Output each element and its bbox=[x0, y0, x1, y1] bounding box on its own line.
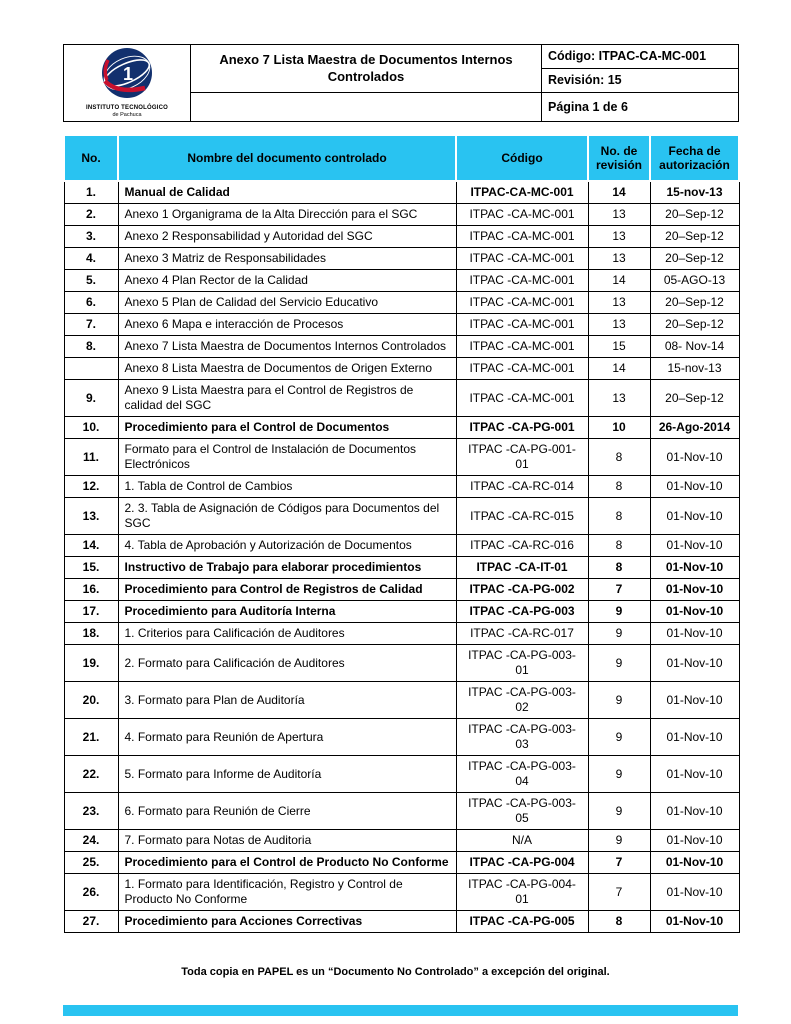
cell-fecha: 20–Sep-12 bbox=[650, 380, 739, 417]
cell-rev: 9 bbox=[588, 756, 650, 793]
cell-nombre: 1. Criterios para Calificación de Auditores bbox=[118, 623, 456, 645]
cell-rev: 9 bbox=[588, 682, 650, 719]
cell-fecha: 01-Nov-10 bbox=[650, 476, 739, 498]
table-row bbox=[64, 181, 739, 204]
table-row bbox=[64, 535, 739, 557]
cell-nombre: Procedimiento para Acciones Correctivas bbox=[118, 911, 456, 933]
document-table bbox=[63, 134, 740, 933]
cell-fecha: 01-Nov-10 bbox=[650, 498, 739, 535]
cell-rev: 7 bbox=[588, 852, 650, 874]
cell-codigo: ITPAC -CA-PG-001 bbox=[456, 417, 588, 439]
cell-nombre: Manual de Calidad bbox=[118, 181, 456, 204]
cell-fecha: 01-Nov-10 bbox=[650, 756, 739, 793]
cell-nombre: Anexo 2 Responsabilidad y Autoridad del SGC bbox=[118, 226, 456, 248]
cell-no: 11. bbox=[64, 439, 118, 476]
cell-codigo: ITPAC -CA-PG-002 bbox=[456, 579, 588, 601]
cell-rev: 13 bbox=[588, 314, 650, 336]
cell-nombre: Anexo 9 Lista Maestra para el Control de Registros de calidad del SGC bbox=[118, 380, 456, 417]
cell-no: 16. bbox=[64, 579, 118, 601]
cell-rev: 9 bbox=[588, 830, 650, 852]
cell-rev: 9 bbox=[588, 645, 650, 682]
cell-nombre: Procedimiento para Auditoría Interna bbox=[118, 601, 456, 623]
institute-name-sub: de Pachuca bbox=[112, 112, 142, 119]
table-row bbox=[64, 579, 739, 601]
cell-nombre: Procedimiento para Control de Registros de Calidad bbox=[118, 579, 456, 601]
document-table-body bbox=[64, 181, 739, 933]
table-row bbox=[64, 248, 739, 270]
cell-codigo: ITPAC -CA-RC-014 bbox=[456, 476, 588, 498]
cell-no: 3. bbox=[64, 226, 118, 248]
cell-rev: 9 bbox=[588, 623, 650, 645]
cell-nombre: Formato para el Control de Instalación de Documentos Electrónicos bbox=[118, 439, 456, 476]
cell-nombre: Anexo 8 Lista Maestra de Documentos de Origen Externo bbox=[118, 358, 456, 380]
footer-accent-bar bbox=[63, 1005, 738, 1016]
cell-rev: 8 bbox=[588, 911, 650, 933]
cell-codigo: ITPAC -CA-PG-004 bbox=[456, 852, 588, 874]
cell-nombre: 1. Tabla de Control de Cambios bbox=[118, 476, 456, 498]
cell-codigo: ITPAC -CA-PG-005 bbox=[456, 911, 588, 933]
page-content bbox=[63, 44, 738, 933]
cell-codigo: ITPAC -CA-MC-001 bbox=[456, 336, 588, 358]
table-row bbox=[64, 292, 739, 314]
cell-codigo: N/A bbox=[456, 830, 588, 852]
cell-codigo: ITPAC -CA-PG-003 bbox=[456, 601, 588, 623]
cell-codigo: ITPAC -CA-RC-017 bbox=[456, 623, 588, 645]
table-row bbox=[64, 682, 739, 719]
cell-fecha: 26-Ago-2014 bbox=[650, 417, 739, 439]
cell-rev: 14 bbox=[588, 270, 650, 292]
cell-rev: 13 bbox=[588, 204, 650, 226]
cell-codigo: ITPAC -CA-PG-003-05 bbox=[456, 793, 588, 830]
cell-rev: 8 bbox=[588, 439, 650, 476]
col-header-nombre: Nombre del documento controlado bbox=[118, 135, 456, 181]
cell-fecha: 20–Sep-12 bbox=[650, 226, 739, 248]
table-row bbox=[64, 852, 739, 874]
cell-no: 10. bbox=[64, 417, 118, 439]
table-row bbox=[64, 756, 739, 793]
cell-nombre: Instructivo de Trabajo para elaborar procedimientos bbox=[118, 557, 456, 579]
cell-codigo: ITPAC -CA-PG-003-01 bbox=[456, 645, 588, 682]
document-title-cell bbox=[191, 45, 542, 93]
table-row bbox=[64, 557, 739, 579]
cell-fecha: 20–Sep-12 bbox=[650, 314, 739, 336]
revision-cell: Revisión: 15 bbox=[542, 68, 739, 92]
cell-fecha: 01-Nov-10 bbox=[650, 579, 739, 601]
cell-nombre: 1. Formato para Identificación, Registro y Control de Producto No Conforme bbox=[118, 874, 456, 911]
cell-rev: 13 bbox=[588, 292, 650, 314]
cell-fecha: 20–Sep-12 bbox=[650, 204, 739, 226]
col-header-no: No. bbox=[64, 135, 118, 181]
cell-nombre: 4. Formato para Reunión de Apertura bbox=[118, 719, 456, 756]
table-row bbox=[64, 719, 739, 756]
institute-logo bbox=[101, 47, 153, 99]
cell-no: 8. bbox=[64, 336, 118, 358]
cell-nombre: Anexo 3 Matriz de Responsabilidades bbox=[118, 248, 456, 270]
cell-codigo: ITPAC -CA-MC-001 bbox=[456, 226, 588, 248]
table-row bbox=[64, 476, 739, 498]
cell-codigo: ITPAC -CA-MC-001 bbox=[456, 270, 588, 292]
cell-nombre: Anexo 4 Plan Rector de la Calidad bbox=[118, 270, 456, 292]
document-header bbox=[63, 44, 739, 122]
cell-fecha: 01-Nov-10 bbox=[650, 874, 739, 911]
cell-codigo: ITPAC -CA-MC-001 bbox=[456, 314, 588, 336]
cell-no: 15. bbox=[64, 557, 118, 579]
cell-codigo: ITPAC -CA-RC-015 bbox=[456, 498, 588, 535]
col-header-codigo: Código bbox=[456, 135, 588, 181]
table-row bbox=[64, 498, 739, 535]
cell-no: 25. bbox=[64, 852, 118, 874]
cell-nombre: 5. Formato para Informe de Auditoría bbox=[118, 756, 456, 793]
table-row bbox=[64, 830, 739, 852]
institute-name: INSTITUTO TECNOLÓGICO bbox=[85, 105, 169, 111]
table-row bbox=[64, 601, 739, 623]
cell-no: 13. bbox=[64, 498, 118, 535]
cell-nombre: Procedimiento para el Control de Documentos bbox=[118, 417, 456, 439]
cell-no: 19. bbox=[64, 645, 118, 682]
cell-codigo: ITPAC -CA-MC-001 bbox=[456, 358, 588, 380]
cell-fecha: 01-Nov-10 bbox=[650, 439, 739, 476]
cell-nombre: 7. Formato para Notas de Auditoria bbox=[118, 830, 456, 852]
footer-note: Toda copia en PAPEL es un “Documento No Controlado” a excepción del original. bbox=[181, 966, 610, 978]
cell-fecha: 20–Sep-12 bbox=[650, 248, 739, 270]
cell-rev: 10 bbox=[588, 417, 650, 439]
cell-no: 4. bbox=[64, 248, 118, 270]
cell-no: 20. bbox=[64, 682, 118, 719]
header-empty-cell bbox=[191, 92, 542, 122]
cell-codigo: ITPAC -CA-MC-001 bbox=[456, 292, 588, 314]
table-row bbox=[64, 336, 739, 358]
codigo-cell: Código: ITPAC-CA-MC-001 bbox=[542, 45, 739, 69]
cell-rev: 13 bbox=[588, 380, 650, 417]
cell-codigo: ITPAC -CA-MC-001 bbox=[456, 248, 588, 270]
table-row bbox=[64, 623, 739, 645]
cell-codigo: ITPAC -CA-IT-01 bbox=[456, 557, 588, 579]
cell-no: 2. bbox=[64, 204, 118, 226]
cell-fecha: 08- Nov-14 bbox=[650, 336, 739, 358]
table-row bbox=[64, 204, 739, 226]
document-title-line2: Controlados bbox=[327, 69, 405, 85]
cell-no: 18. bbox=[64, 623, 118, 645]
cell-codigo: ITPAC -CA-PG-003-04 bbox=[456, 756, 588, 793]
cell-fecha: 01-Nov-10 bbox=[650, 557, 739, 579]
cell-nombre: Anexo 1 Organigrama de la Alta Dirección para el SGC bbox=[118, 204, 456, 226]
document-title-line1: Anexo 7 Lista Maestra de Documentos Internos bbox=[219, 51, 513, 67]
cell-no: 26. bbox=[64, 874, 118, 911]
table-row bbox=[64, 417, 739, 439]
cell-fecha: 01-Nov-10 bbox=[650, 645, 739, 682]
cell-fecha: 05-AGO-13 bbox=[650, 270, 739, 292]
cell-rev: 9 bbox=[588, 793, 650, 830]
cell-rev: 9 bbox=[588, 601, 650, 623]
cell-no: 23. bbox=[64, 793, 118, 830]
cell-nombre: Procedimiento para el Control de Producto No Conforme bbox=[118, 852, 456, 874]
cell-fecha: 01-Nov-10 bbox=[650, 601, 739, 623]
cell-fecha: 01-Nov-10 bbox=[650, 911, 739, 933]
cell-nombre: 2. Formato para Calificación de Auditores bbox=[118, 645, 456, 682]
cell-codigo: ITPAC-CA-MC-001 bbox=[456, 181, 588, 204]
cell-codigo: ITPAC -CA-MC-001 bbox=[456, 380, 588, 417]
cell-no: 27. bbox=[64, 911, 118, 933]
cell-fecha: 01-Nov-10 bbox=[650, 682, 739, 719]
col-header-fecha: Fecha de autorización bbox=[650, 135, 739, 181]
cell-nombre: 3. Formato para Plan de Auditoría bbox=[118, 682, 456, 719]
cell-rev: 7 bbox=[588, 874, 650, 911]
col-header-revision: No. de revisión bbox=[588, 135, 650, 181]
cell-rev: 13 bbox=[588, 226, 650, 248]
cell-rev: 14 bbox=[588, 181, 650, 204]
cell-codigo: ITPAC -CA-PG-004-01 bbox=[456, 874, 588, 911]
pagina-cell: Página 1 de 6 bbox=[542, 92, 739, 122]
cell-no: 17. bbox=[64, 601, 118, 623]
cell-codigo: ITPAC -CA-PG-001-01 bbox=[456, 439, 588, 476]
cell-codigo: ITPAC -CA-MC-001 bbox=[456, 204, 588, 226]
table-row bbox=[64, 439, 739, 476]
cell-codigo: ITPAC -CA-PG-003-03 bbox=[456, 719, 588, 756]
cell-fecha: 01-Nov-10 bbox=[650, 830, 739, 852]
table-row bbox=[64, 911, 739, 933]
cell-fecha: 01-Nov-10 bbox=[650, 535, 739, 557]
cell-nombre: Anexo 7 Lista Maestra de Documentos Internos Controlados bbox=[118, 336, 456, 358]
table-header-row bbox=[64, 135, 739, 181]
svg-text:1: 1 bbox=[123, 64, 134, 84]
cell-fecha: 15-nov-13 bbox=[650, 181, 739, 204]
institute-logo-icon bbox=[101, 47, 153, 99]
cell-rev: 7 bbox=[588, 579, 650, 601]
cell-fecha: 20–Sep-12 bbox=[650, 292, 739, 314]
cell-rev: 13 bbox=[588, 248, 650, 270]
cell-rev: 8 bbox=[588, 535, 650, 557]
cell-codigo: ITPAC -CA-PG-003-02 bbox=[456, 682, 588, 719]
cell-no: 14. bbox=[64, 535, 118, 557]
cell-rev: 8 bbox=[588, 476, 650, 498]
cell-fecha: 15-nov-13 bbox=[650, 358, 739, 380]
cell-no: 1. bbox=[64, 181, 118, 204]
cell-fecha: 01-Nov-10 bbox=[650, 852, 739, 874]
cell-no: 5. bbox=[64, 270, 118, 292]
cell-rev: 14 bbox=[588, 358, 650, 380]
table-row bbox=[64, 270, 739, 292]
cell-no: 7. bbox=[64, 314, 118, 336]
logo-cell bbox=[64, 45, 191, 122]
table-row bbox=[64, 358, 739, 380]
cell-no: 21. bbox=[64, 719, 118, 756]
cell-fecha: 01-Nov-10 bbox=[650, 793, 739, 830]
cell-codigo: ITPAC -CA-RC-016 bbox=[456, 535, 588, 557]
cell-no: 12. bbox=[64, 476, 118, 498]
cell-rev: 8 bbox=[588, 498, 650, 535]
table-row bbox=[64, 380, 739, 417]
cell-no bbox=[64, 358, 118, 380]
cell-nombre: 2. 3. Tabla de Asignación de Códigos para Documentos del SGC bbox=[118, 498, 456, 535]
cell-rev: 8 bbox=[588, 557, 650, 579]
table-row bbox=[64, 874, 739, 911]
cell-nombre: Anexo 5 Plan de Calidad del Servicio Educativo bbox=[118, 292, 456, 314]
cell-no: 6. bbox=[64, 292, 118, 314]
table-row bbox=[64, 226, 739, 248]
cell-nombre: Anexo 6 Mapa e interacción de Procesos bbox=[118, 314, 456, 336]
table-row bbox=[64, 645, 739, 682]
cell-nombre: 4. Tabla de Aprobación y Autorización de Documentos bbox=[118, 535, 456, 557]
table-row bbox=[64, 314, 739, 336]
cell-no: 22. bbox=[64, 756, 118, 793]
cell-rev: 15 bbox=[588, 336, 650, 358]
cell-fecha: 01-Nov-10 bbox=[650, 623, 739, 645]
cell-nombre: 6. Formato para Reunión de Cierre bbox=[118, 793, 456, 830]
cell-no: 9. bbox=[64, 380, 118, 417]
cell-fecha: 01-Nov-10 bbox=[650, 719, 739, 756]
cell-rev: 9 bbox=[588, 719, 650, 756]
cell-no: 24. bbox=[64, 830, 118, 852]
table-row bbox=[64, 793, 739, 830]
